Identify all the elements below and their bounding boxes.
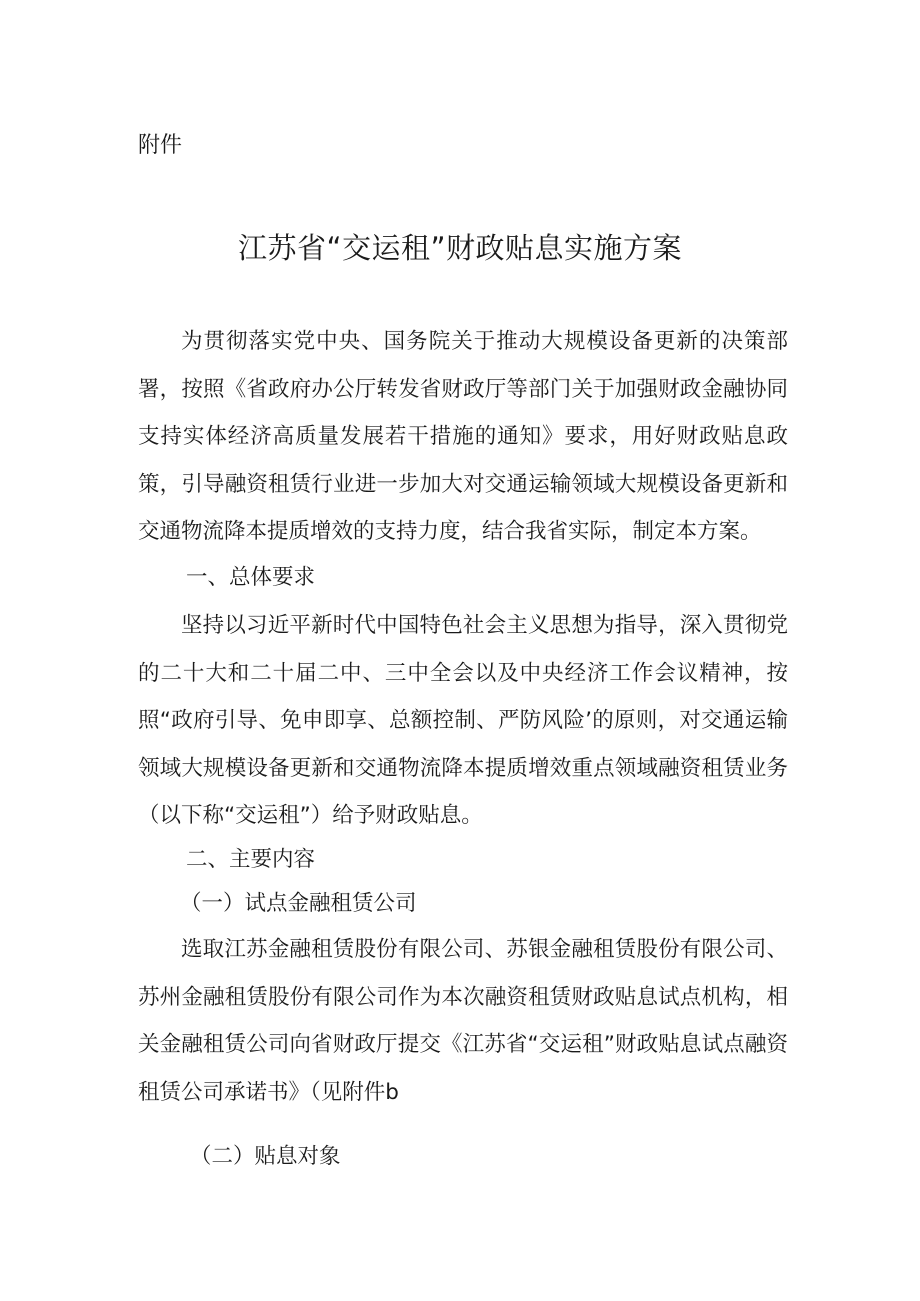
subsection-heading-pilot-companies: （一）试点金融租赁公司 <box>180 891 417 916</box>
subsection-heading-subsidy-target: （二）贴息对象 <box>190 1144 341 1169</box>
document-title: 江苏省“交运租”财政贴息实施方案 <box>237 231 683 265</box>
pilot-companies-paragraph: 选取江苏金融租赁股份有限公司、苏银金融租赁股份有限公司、苏州金融租赁股份有限公司作为本次融资租赁财政贴息试点机构，相关金融租赁公司向省财政厅提交《江苏省“交运租”财政贴息试点融资租赁公司承诺书》（见附件b <box>138 937 788 1105</box>
general-requirements-paragraph: 坚持以习近平新时代中国特色社会主义思想为指导，深入贯彻党的二十大和二十届二中、三中全会以及中央经济工作会议精神，按照“政府引导、免申即享、总额控制、严防风险’的原则，对交通运输领域大规模设备更新和交通物流降本提质增效重点领域融资租赁业务（以下称“交运租”）给予财政贴息。 <box>138 613 788 828</box>
section-heading-main-content: 二、主要内容 <box>186 847 316 872</box>
attachment-label: 附件 <box>138 133 183 158</box>
section-heading-general-requirements: 一、总体要求 <box>186 565 316 590</box>
intro-paragraph: 为贯彻落实党中央、国务院关于推动大规模设备更新的决策部署，按照《省政府办公厅转发省财政厅等部门关于加强财政金融协同支持实体经济高质量发展若干措施的通知》要求，用好财政贴息政策，引导融资租赁行业进一步加大对交通运输领域大规模设备更新和交通物流降本提质增效的支持力度，结合我省实际，制定本方案。 <box>138 329 788 544</box>
